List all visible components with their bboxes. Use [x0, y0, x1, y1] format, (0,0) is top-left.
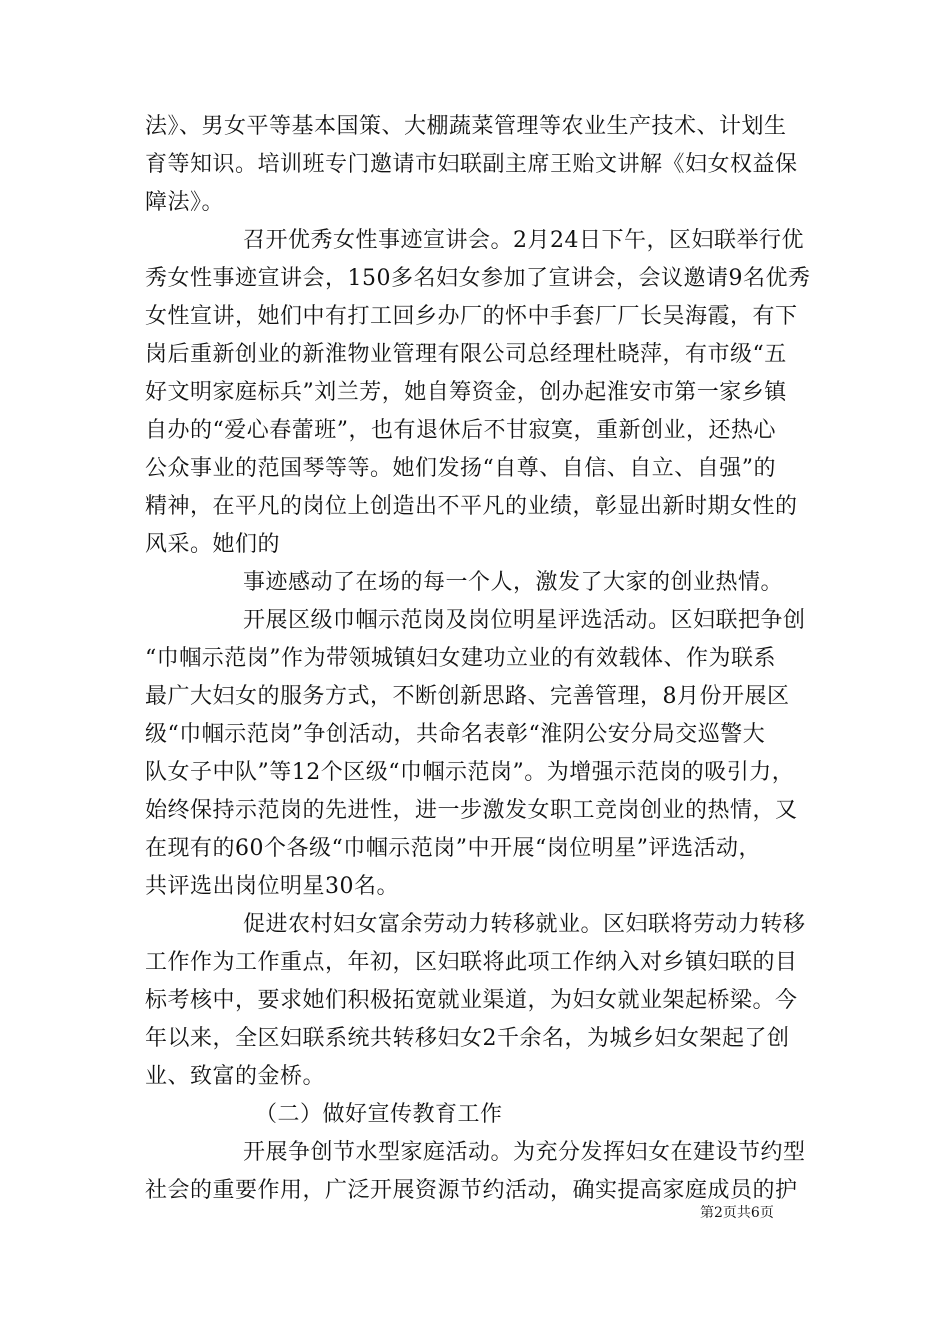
document-body: [145, 108, 811, 1210]
text-line: 法》、男女平等基本国策、大棚蔬菜管理等农业生产技术、计划生: [145, 114, 787, 139]
text-line: 标考核中，要求她们积极拓宽就业渠道，为妇女就业架起桥梁。今: [145, 988, 798, 1013]
text-line: 最广大妇女的服务方式，不断创新思路、完善管理，8月份开展区: [145, 684, 790, 709]
text-line: 好文明家庭标兵”刘兰芳，她自筹资金，创办起淮安市第一家乡镇: [145, 380, 787, 405]
text-line: 风采。她们的: [145, 532, 281, 557]
text-line: 年以来，全区妇联系统共转移妇女2千余名，为城乡妇女架起了创: [145, 1026, 790, 1051]
text-line: 开展争创节水型家庭活动。为充分发挥妇女在建设节约型: [243, 1140, 806, 1165]
text-line: 业、致富的金桥。: [145, 1064, 326, 1089]
text-line: 召开优秀女性事迹宣讲会。2月24日下午，区妇联举行优: [243, 228, 804, 253]
text-line: 共评选出岗位明星30名。: [145, 874, 399, 899]
text-line: 精神，在平凡的岗位上创造出不平凡的业绩，彰显出新时期女性的: [145, 494, 798, 519]
text-line: 社会的重要作用，广泛开展资源节约活动，确实提高家庭成员的护: [145, 1178, 798, 1203]
text-line: 公众事业的范国琴等等。她们发扬“自尊、自信、自立、自强”的: [145, 456, 776, 481]
text-line: 女性宣讲，她们中有打工回乡办厂的怀中手套厂厂长吴海霞，有下: [145, 304, 798, 329]
text-line: 级“巾帼示范岗”争创活动，共命名表彰“淮阴公安分局交巡警大: [145, 722, 766, 747]
text-line: 在现有的60个各级“巾帼示范岗”中开展“岗位明星”评选活动，: [145, 836, 761, 861]
text-line: 秀女性事迹宣讲会，150多名妇女参加了宣讲会，会议邀请9名优秀: [145, 266, 811, 291]
page-number: 第2页共6页: [700, 1205, 774, 1221]
text-line: 始终保持示范岗的先进性，进一步激发女职工竞岗创业的热情，又: [145, 798, 798, 823]
text-line: 工作作为工作重点，年初，区妇联将此项工作纳入对乡镇妇联的目: [145, 950, 798, 975]
text-line: 促进农村妇女富余劳动力转移就业。区妇联将劳动力转移: [243, 912, 806, 937]
text-line: 开展区级巾帼示范岗及岗位明星评选活动。区妇联把争创: [243, 608, 806, 633]
text-line: “巾帼示范岗”作为带领城镇妇女建功立业的有效载体、作为联系: [145, 646, 776, 671]
text-line: （二）做好宣传教育工作: [255, 1102, 503, 1127]
text-line: 自办的“爱心春蕾班”，也有退休后不甘寂寞，重新创业，还热心: [145, 418, 776, 443]
text-line: 岗后重新创业的新淮物业管理有限公司总经理杜晓萍，有市级“五: [145, 342, 787, 367]
text-line: 育等知识。培训班专门邀请市妇联副主席王贻文讲解《妇女权益保: [145, 152, 798, 177]
text-line: 事迹感动了在场的每一个人，激发了大家的创业热情。: [243, 570, 784, 595]
text-line: 障法》。: [145, 190, 225, 215]
text-line: 队女子中队”等12个区级“巾帼示范岗”。为增强示范岗的吸引力，: [145, 760, 795, 785]
